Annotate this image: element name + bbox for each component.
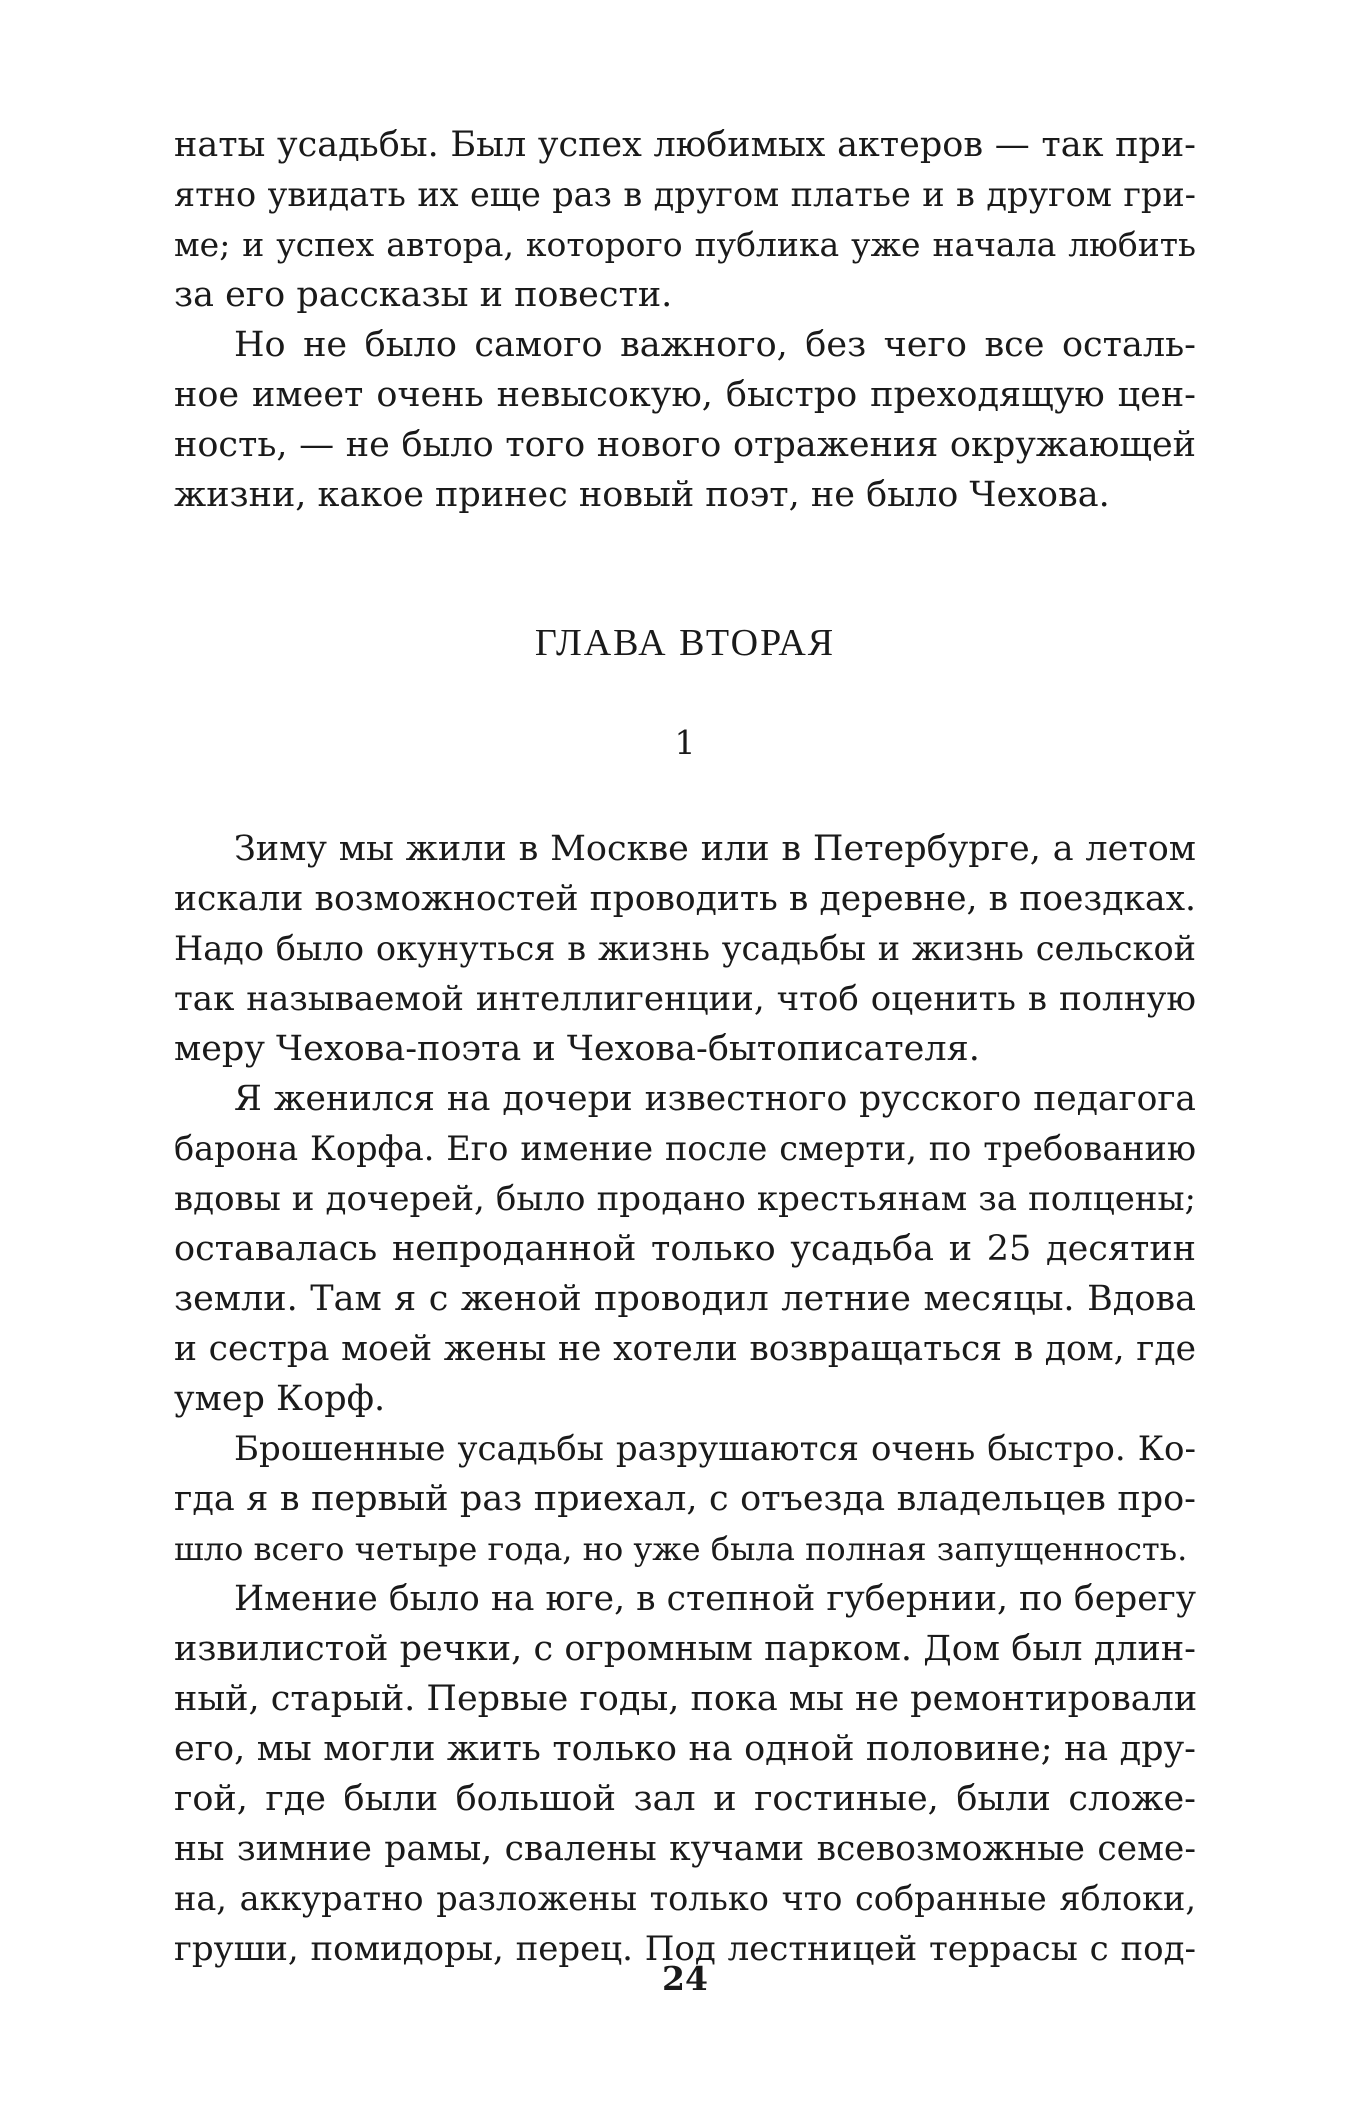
text-line: шло всего четыре года, но уже была полная запущенность. bbox=[174, 1530, 1188, 1568]
text-line: извилистой речки, с огромным парком. Дом был длин- bbox=[174, 1629, 1196, 1669]
text-line: на, аккуратно разложены только что собранные яблоки, bbox=[174, 1879, 1196, 1918]
text-line: Зиму мы жили в Москве или в Петербурге, а летом bbox=[234, 829, 1196, 869]
chapter-title: ГЛАВА ВТОРАЯ bbox=[534, 622, 836, 664]
text-line: ность, — не было того нового отражения окружающей bbox=[174, 425, 1196, 465]
text-line: ный, старый. Первые годы, пока мы не ремонтировали bbox=[174, 1679, 1198, 1719]
text-line: и сестра моей жены не хотели возвращаться в дом, где bbox=[174, 1329, 1196, 1369]
text-line: за его рассказы и повести. bbox=[174, 275, 673, 315]
text-line: так называемой интеллигенции, чтоб оценить в полную bbox=[174, 979, 1196, 1019]
text-block-main bbox=[174, 824, 1196, 1974]
text-line: Брошенные усадьбы разрушаются очень быстро. Ко- bbox=[234, 1429, 1196, 1469]
text-line: Я женился на дочери известного русского педагога bbox=[234, 1079, 1196, 1119]
text-line: наты усадьбы. Был успех любимых актеров — так при- bbox=[174, 125, 1196, 165]
text-line: ны зимние рамы, свалены кучами всевозможные семе- bbox=[174, 1829, 1196, 1869]
text-line: земли. Там я с женой проводил летние месяцы. Вдова bbox=[174, 1279, 1196, 1319]
section-number: 1 bbox=[674, 723, 696, 762]
text-line: жизни, какое принес новый поэт, не было Чехова. bbox=[174, 475, 1110, 515]
text-line: меру Чехова-поэта и Чехова-бытописателя. bbox=[174, 1029, 980, 1069]
text-line: Имение было на юге, в степной губернии, по берегу bbox=[234, 1579, 1196, 1619]
text-line: Но не было самого важного, без чего все осталь- bbox=[234, 325, 1196, 365]
text-line: Надо было окунуться в жизнь усадьбы и жизнь сельской bbox=[174, 929, 1196, 968]
text-block-top bbox=[174, 120, 1196, 520]
text-line: ме; и успех автора, которого публика уже начала любить bbox=[174, 225, 1196, 264]
text-line: искали возможностей проводить в деревне, в поездках. bbox=[174, 879, 1196, 919]
text-line: барона Корфа. Его имение после смерти, по требованию bbox=[174, 1129, 1196, 1168]
text-line: умер Корф. bbox=[174, 1379, 386, 1419]
text-line: гой, где были большой зал и гостиные, были сложе- bbox=[174, 1779, 1196, 1819]
text-line: оставалась непроданной только усадьба и 25 десятин bbox=[174, 1229, 1196, 1269]
text-line: вдовы и дочерей, было продано крестьянам за полцены; bbox=[174, 1179, 1196, 1219]
text-line: его, мы могли жить только на одной половине; на дру- bbox=[174, 1729, 1196, 1769]
text-line: ное имеет очень невысокую, быстро преходящую цен- bbox=[174, 375, 1196, 415]
page-number: 24 bbox=[662, 1959, 708, 1998]
text-line: гда я в первый раз приехал, с отъезда владельцев про- bbox=[174, 1479, 1196, 1519]
text-line: ятно увидать их еще раз в другом платье и в другом гри- bbox=[174, 175, 1196, 214]
text-line: груши, помидоры, перец. Под лестницей террасы с под- bbox=[174, 1929, 1196, 1969]
